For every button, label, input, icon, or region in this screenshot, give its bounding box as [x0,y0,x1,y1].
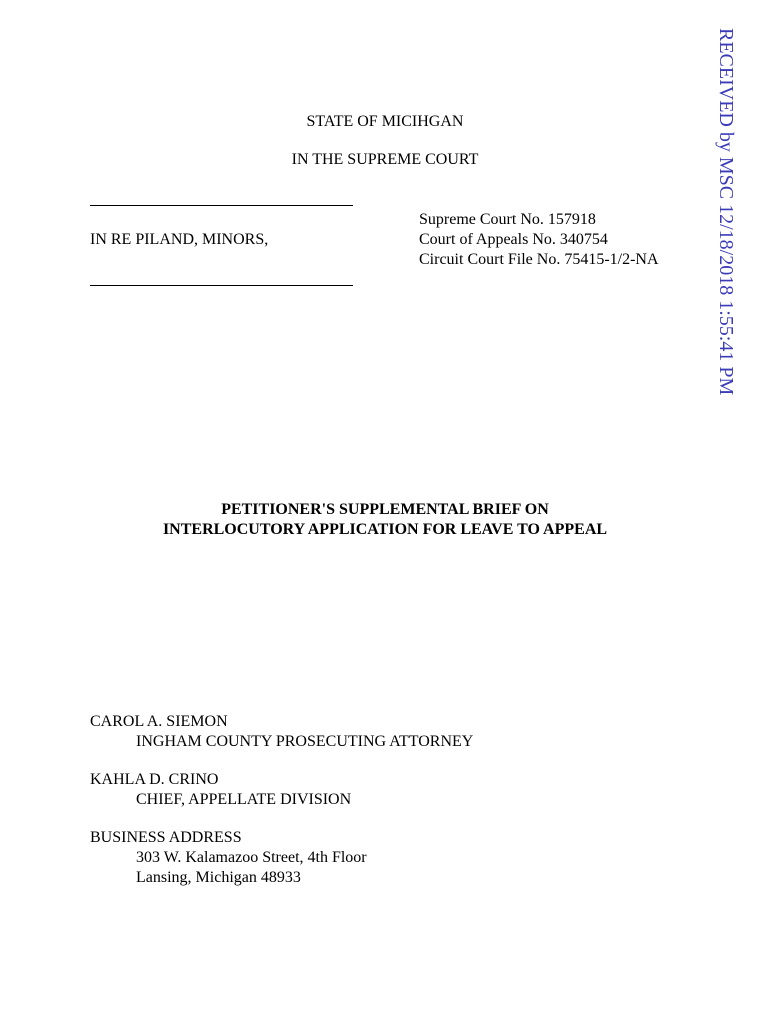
caption-rule-bottom [90,285,353,286]
brief-title-line-2: INTERLOCUTORY APPLICATION FOR LEAVE TO APPEAL [162,521,608,538]
attorney-role: INGHAM COUNTY PROSECUTING ATTORNEY [136,733,474,750]
caption-rule-top [90,205,353,206]
address-city: Lansing, Michigan 48933 [136,869,301,886]
business-address-label: BUSINESS ADDRESS [90,829,242,846]
court-heading: IN THE SUPREME COURT [291,151,479,168]
received-stamp: RECEIVED by MSC 12/18/2018 1:55:41 PM [715,28,737,396]
attorney-name: CAROL A. SIEMON [90,713,228,730]
case-name: IN RE PILAND, MINORS, [90,231,269,248]
circuit-court-file-number: Circuit Court File No. 75415-1/2-NA [419,251,659,268]
brief-title-line-1: PETITIONER'S SUPPLEMENTAL BRIEF ON [221,501,549,518]
state-heading: STATE OF MICIHGAN [306,113,464,130]
attorney-name: KAHLA D. CRINO [90,771,219,788]
supreme-court-number: Supreme Court No. 157918 [419,211,596,228]
address-street: 303 W. Kalamazoo Street, 4th Floor [136,849,367,866]
court-of-appeals-number: Court of Appeals No. 340754 [419,231,608,248]
attorney-role: CHIEF, APPELLATE DIVISION [136,791,352,808]
